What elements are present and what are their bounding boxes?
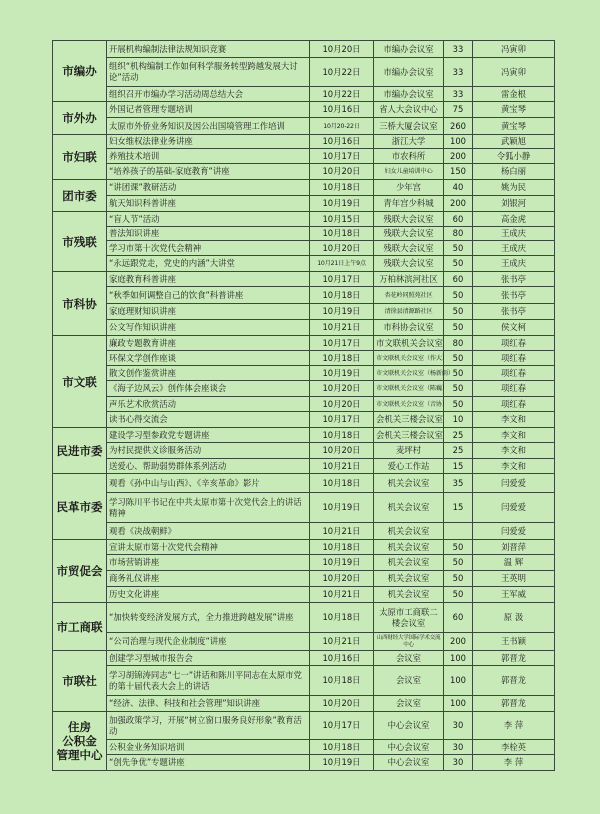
table-row xyxy=(53,459,555,474)
date-cell: 10月20日 xyxy=(310,397,374,412)
activity-cell: 普法知识讲座 xyxy=(107,227,310,241)
date-cell: 10月17日 xyxy=(310,149,374,164)
activity-cell: “讲团课”教研活动 xyxy=(107,180,310,196)
place-cell: 市文联机关会议室（音协） xyxy=(374,397,444,412)
place-cell: 中心会议室 xyxy=(374,740,444,755)
activity-cell: 商务礼仪讲座 xyxy=(107,571,310,587)
table-row xyxy=(53,149,555,164)
table-row xyxy=(53,633,555,651)
activity-cell: 航天知识科普讲座 xyxy=(107,196,310,212)
date-cell: 10月20日 xyxy=(310,571,374,587)
count-cell: 30 xyxy=(444,712,473,740)
person-cell: 郭晋龙 xyxy=(473,666,555,696)
activity-cell: 组织召开市编办学习活动周总结大会 xyxy=(107,87,310,102)
activity-cell: 养殖技术培训 xyxy=(107,149,310,164)
count-cell: 50 xyxy=(444,241,473,256)
count-cell xyxy=(444,523,473,540)
place-cell: 清徐县清源路社区 xyxy=(374,304,444,320)
table-row xyxy=(53,571,555,587)
activity-cell: 读书心得交流会 xyxy=(107,412,310,428)
person-cell: 闫爱爱 xyxy=(473,523,555,540)
activity-cell: 声乐艺术欣赏活动 xyxy=(107,397,310,412)
organization-cell: 市文联 xyxy=(53,336,107,428)
activity-cell: 太原市外侨业务知识及因公出国境管理工作培训 xyxy=(107,118,310,135)
place-cell: 机关会议室 xyxy=(374,555,444,571)
place-cell: 残联大会议室 xyxy=(374,227,444,241)
activity-cell: 《海子边风云》创作体会座谈会 xyxy=(107,381,310,397)
count-cell: 33 xyxy=(444,58,473,87)
activity-cell: “秋季如何调整自己的饮食”科普讲座 xyxy=(107,287,310,304)
place-cell: 会议室 xyxy=(374,651,444,666)
count-cell: 200 xyxy=(444,633,473,651)
place-cell: 杏花岭同照苑社区 xyxy=(374,287,444,304)
place-cell: 中心会议室 xyxy=(374,712,444,740)
table-row xyxy=(53,272,555,287)
table-row xyxy=(53,135,555,149)
date-cell: 10月18日 xyxy=(310,740,374,755)
table-row xyxy=(53,555,555,571)
table-row xyxy=(53,397,555,412)
activity-cell: 公积金业务知识培训 xyxy=(107,740,310,755)
count-cell: 50 xyxy=(444,304,473,320)
place-cell: 市文联机关会议室 xyxy=(374,336,444,351)
table-row xyxy=(53,666,555,696)
activity-cell: 观看《决战朝鲜》 xyxy=(107,523,310,540)
date-cell: 10月19日 xyxy=(310,493,374,523)
date-cell: 10月20-22日 xyxy=(310,118,374,135)
place-cell: 机关会议室 xyxy=(374,540,444,555)
table-row xyxy=(53,256,555,272)
place-cell: 市科协会议室 xyxy=(374,320,444,336)
table-row xyxy=(53,287,555,304)
place-cell: 市文联机关会议室（杨新雨） xyxy=(374,366,444,381)
count-cell: 50 xyxy=(444,555,473,571)
place-cell: 机关会议室 xyxy=(374,523,444,540)
place-cell: 残联大会议室 xyxy=(374,212,444,227)
date-cell: 10月18日 xyxy=(310,603,374,633)
table-row xyxy=(53,428,555,443)
person-cell: 郭晋龙 xyxy=(473,696,555,712)
count-cell: 30 xyxy=(444,755,473,771)
date-cell: 10月18日 xyxy=(310,428,374,443)
table-row xyxy=(53,212,555,227)
place-cell: 万柏林滨河社区 xyxy=(374,272,444,287)
activity-cell: “公司治理与现代企业制度”讲座 xyxy=(107,633,310,651)
count-cell: 10 xyxy=(444,412,473,428)
activity-cell: 组织“机构编制工作如何科学服务转型跨越发展大讨论”活动 xyxy=(107,58,310,87)
person-cell: 闫爱爱 xyxy=(473,474,555,493)
person-cell: 刘晋萍 xyxy=(473,540,555,555)
person-cell: 张书亭 xyxy=(473,287,555,304)
count-cell: 50 xyxy=(444,320,473,336)
activity-cell: “永远跟党走，党史的内涵”大讲堂 xyxy=(107,256,310,272)
activity-cell: 开展机构编制法律法规知识竞赛 xyxy=(107,41,310,58)
table-row xyxy=(53,696,555,712)
organization-cell: 市编办 xyxy=(53,41,107,102)
count-cell: 50 xyxy=(444,381,473,397)
table-row xyxy=(53,412,555,428)
place-cell: 会议室 xyxy=(374,696,444,712)
person-cell: 雷金根 xyxy=(473,87,555,102)
date-cell: 10月20日 xyxy=(310,696,374,712)
activity-cell: 家庭教育科普讲座 xyxy=(107,272,310,287)
table-row xyxy=(53,523,555,540)
date-cell: 10月17日 xyxy=(310,272,374,287)
table-row xyxy=(53,336,555,351)
place-cell: 机关会议室 xyxy=(374,493,444,523)
count-cell: 50 xyxy=(444,366,473,381)
table-row xyxy=(53,712,555,740)
table-row xyxy=(53,320,555,336)
count-cell: 60 xyxy=(444,272,473,287)
activity-cell: 公文写作知识讲座 xyxy=(107,320,310,336)
count-cell: 260 xyxy=(444,118,473,135)
count-cell: 50 xyxy=(444,256,473,272)
place-cell: 市文联机关会议室（作大） xyxy=(374,351,444,366)
date-cell: 10月20日 xyxy=(310,41,374,58)
organization-cell: 市残联 xyxy=(53,212,107,272)
person-cell: 原 汲 xyxy=(473,603,555,633)
table-row xyxy=(53,87,555,102)
table-row xyxy=(53,651,555,666)
table-row xyxy=(53,493,555,523)
table-row xyxy=(53,102,555,118)
place-cell: 中心会议室 xyxy=(374,755,444,771)
count-cell: 25 xyxy=(444,443,473,459)
person-cell: 李 萍 xyxy=(473,712,555,740)
count-cell: 33 xyxy=(444,41,473,58)
count-cell: 40 xyxy=(444,180,473,196)
activity-cell: 宣讲太原市第十次党代会精神 xyxy=(107,540,310,555)
activity-cell: 送爱心、帮助弱势群体系列活动 xyxy=(107,459,310,474)
activity-cell: 学习胡锦涛同志“七一”讲话和陈川平同志在太原市党的第十届代表大会上的讲话 xyxy=(107,666,310,696)
person-cell: 姚为民 xyxy=(473,180,555,196)
table-row xyxy=(53,366,555,381)
person-cell: 项红春 xyxy=(473,336,555,351)
count-cell: 80 xyxy=(444,336,473,351)
place-cell: 浙江大学 xyxy=(374,135,444,149)
place-cell: 市编办会议室 xyxy=(374,87,444,102)
person-cell: 令狐小静 xyxy=(473,149,555,164)
place-cell: 会机关三楼会议室 xyxy=(374,412,444,428)
count-cell: 15 xyxy=(444,459,473,474)
table-row xyxy=(53,755,555,771)
activity-cell: 为村民提供义诊服务活动 xyxy=(107,443,310,459)
date-cell: 10月16日 xyxy=(310,102,374,118)
place-cell: 市编办会议室 xyxy=(374,41,444,58)
table-row xyxy=(53,603,555,633)
count-cell: 50 xyxy=(444,287,473,304)
place-cell: 机关会议室 xyxy=(374,587,444,603)
count-cell: 35 xyxy=(444,474,473,493)
count-cell: 50 xyxy=(444,351,473,366)
place-cell: 会议室 xyxy=(374,666,444,696)
date-cell: 10月16日 xyxy=(310,135,374,149)
activity-cell: 家庭理财知识讲座 xyxy=(107,304,310,320)
date-cell: 10月20日 xyxy=(310,443,374,459)
place-cell: 残联大会议室 xyxy=(374,241,444,256)
activity-cell: 历史文化讲座 xyxy=(107,587,310,603)
date-cell: 10月19日 xyxy=(310,755,374,771)
date-cell: 10月19日 xyxy=(310,304,374,320)
person-cell: 王成庆 xyxy=(473,227,555,241)
person-cell: 张书亭 xyxy=(473,304,555,320)
date-cell: 10月18日 xyxy=(310,474,374,493)
activity-cell: “培养孩子的基础-家庭教育”讲座 xyxy=(107,164,310,180)
table-row xyxy=(53,227,555,241)
date-cell: 10月15日 xyxy=(310,212,374,227)
count-cell: 200 xyxy=(444,196,473,212)
organization-cell: 市外办 xyxy=(53,102,107,135)
count-cell: 75 xyxy=(444,102,473,118)
place-cell: 市文联机关会议室（陈巍） xyxy=(374,381,444,397)
organization-cell: 团市委 xyxy=(53,180,107,212)
person-cell: 李文和 xyxy=(473,412,555,428)
count-cell: 150 xyxy=(444,164,473,180)
date-cell: 10月18日 xyxy=(310,287,374,304)
date-cell: 10月18日 xyxy=(310,666,374,696)
person-cell: 黄宝琴 xyxy=(473,118,555,135)
activity-schedule-table xyxy=(52,40,555,771)
table-row xyxy=(53,241,555,256)
count-cell: 25 xyxy=(444,428,473,443)
table-row xyxy=(53,180,555,196)
table-row xyxy=(53,443,555,459)
person-cell: 项红春 xyxy=(473,381,555,397)
table-row xyxy=(53,740,555,755)
person-cell: 刘银河 xyxy=(473,196,555,212)
place-cell: 市编办会议室 xyxy=(374,58,444,87)
person-cell: 王成庆 xyxy=(473,241,555,256)
count-cell: 50 xyxy=(444,397,473,412)
date-cell: 10月21日 xyxy=(310,587,374,603)
organization-cell: 民进市委 xyxy=(53,428,107,474)
activity-cell: 妇女维权法律业务讲座 xyxy=(107,135,310,149)
date-cell: 10月18日 xyxy=(310,227,374,241)
person-cell: 郭晋龙 xyxy=(473,651,555,666)
date-cell: 10月17日 xyxy=(310,712,374,740)
organization-cell: 市科协 xyxy=(53,272,107,336)
table-row xyxy=(53,58,555,87)
person-cell: 李文和 xyxy=(473,428,555,443)
table-row xyxy=(53,474,555,493)
person-cell: 王军威 xyxy=(473,587,555,603)
date-cell: 10月18日 xyxy=(310,351,374,366)
date-cell: 10月22日 xyxy=(310,87,374,102)
date-cell: 10月18日 xyxy=(310,180,374,196)
count-cell: 15 xyxy=(444,493,473,523)
count-cell: 100 xyxy=(444,651,473,666)
person-cell: 李文和 xyxy=(473,459,555,474)
place-cell: 机关会议室 xyxy=(374,571,444,587)
person-cell: 张书亭 xyxy=(473,272,555,287)
place-cell: 会机关三楼会议室 xyxy=(374,428,444,443)
place-cell: 三桥大厦会议室 xyxy=(374,118,444,135)
count-cell: 100 xyxy=(444,696,473,712)
place-cell: 青年宫少科城 xyxy=(374,196,444,212)
date-cell: 10月20日 xyxy=(310,241,374,256)
person-cell: 侯文柯 xyxy=(473,320,555,336)
count-cell: 60 xyxy=(444,603,473,633)
table-row xyxy=(53,381,555,397)
count-cell: 100 xyxy=(444,135,473,149)
person-cell: 王英明 xyxy=(473,571,555,587)
date-cell: 10月21日 xyxy=(310,633,374,651)
table-row xyxy=(53,304,555,320)
person-cell: 冯寅卯 xyxy=(473,41,555,58)
table-row xyxy=(53,540,555,555)
count-cell: 80 xyxy=(444,227,473,241)
place-cell: 少年宫 xyxy=(374,180,444,196)
activity-cell: 观看《孙中山与山西》、《辛亥革命》影片 xyxy=(107,474,310,493)
count-cell: 30 xyxy=(444,740,473,755)
place-cell: 残联大会议室 xyxy=(374,256,444,272)
date-cell: 10月20日 xyxy=(310,164,374,180)
person-cell: 李 萍 xyxy=(473,755,555,771)
person-cell: 温 辉 xyxy=(473,555,555,571)
table-row xyxy=(53,196,555,212)
date-cell: 10月19日 xyxy=(310,366,374,381)
count-cell: 33 xyxy=(444,87,473,102)
table-row xyxy=(53,587,555,603)
person-cell: 闫爱爱 xyxy=(473,493,555,523)
place-cell: 市农科所 xyxy=(374,149,444,164)
person-cell: 李栓英 xyxy=(473,740,555,755)
table-row xyxy=(53,164,555,180)
date-cell: 10月21日 xyxy=(310,523,374,540)
person-cell: 项红春 xyxy=(473,366,555,381)
date-cell: 10月17日 xyxy=(310,336,374,351)
activity-cell: 廉政专题教育讲座 xyxy=(107,336,310,351)
person-cell: 李文和 xyxy=(473,443,555,459)
date-cell: 10月21日上午9点 xyxy=(310,256,374,272)
activity-cell: “加快转变经济发展方式，全力推进跨越发展”讲座 xyxy=(107,603,310,633)
person-cell: 黄宝琴 xyxy=(473,102,555,118)
person-cell: 冯寅卯 xyxy=(473,58,555,87)
count-cell: 60 xyxy=(444,212,473,227)
organization-cell: 市联社 xyxy=(53,651,107,712)
person-cell: 项红春 xyxy=(473,351,555,366)
activity-cell: 学习陈川平书记在中共太原市第十次党代会上的讲话精神 xyxy=(107,493,310,523)
place-cell: 麦坪村 xyxy=(374,443,444,459)
activity-cell: “盲人节”活动 xyxy=(107,212,310,227)
activity-cell: 加强政策学习，开展“树立窗口服务良好形象”教育活动 xyxy=(107,712,310,740)
person-cell: 高金虎 xyxy=(473,212,555,227)
date-cell: 10月21日 xyxy=(310,459,374,474)
person-cell: 王成庆 xyxy=(473,256,555,272)
count-cell: 50 xyxy=(444,571,473,587)
person-cell: 武颖旭 xyxy=(473,135,555,149)
date-cell: 10月17日 xyxy=(310,412,374,428)
activity-cell: 外国记者管理专题培训 xyxy=(107,102,310,118)
date-cell: 10月20日 xyxy=(310,381,374,397)
count-cell: 50 xyxy=(444,540,473,555)
place-cell: 山西财经大学国际学术交流中心 xyxy=(374,633,444,651)
activity-cell: 环保文学创作座谈 xyxy=(107,351,310,366)
organization-cell: 民革市委 xyxy=(53,474,107,540)
date-cell: 10月16日 xyxy=(310,651,374,666)
activity-cell: 学习市第十次党代会精神 xyxy=(107,241,310,256)
table-row xyxy=(53,351,555,366)
activity-cell: 市场营销讲座 xyxy=(107,555,310,571)
activity-cell: 建设学习型参政党专题讲座 xyxy=(107,428,310,443)
activity-cell: 创建学习型城市报告会 xyxy=(107,651,310,666)
organization-cell: 市贸促会 xyxy=(53,540,107,603)
date-cell: 10月19日 xyxy=(310,555,374,571)
count-cell: 100 xyxy=(444,666,473,696)
activity-cell: “经济、法律、科技和社会管理”知识讲座 xyxy=(107,696,310,712)
organization-cell: 市妇联 xyxy=(53,135,107,180)
count-cell: 50 xyxy=(444,587,473,603)
place-cell: 太原市工商联二楼会议室 xyxy=(374,603,444,633)
table-row xyxy=(53,118,555,135)
person-cell: 王书颖 xyxy=(473,633,555,651)
count-cell: 200 xyxy=(444,149,473,164)
place-cell: 爱心工作站 xyxy=(374,459,444,474)
place-cell: 妇女儿童培训中心 xyxy=(374,164,444,180)
organization-cell: 住房 公积金 管理中心 xyxy=(53,712,107,771)
person-cell: 杨白丽 xyxy=(473,164,555,180)
date-cell: 10月21日 xyxy=(310,320,374,336)
date-cell: 10月22日 xyxy=(310,58,374,87)
place-cell: 机关会议室 xyxy=(374,474,444,493)
place-cell: 省人大会议中心 xyxy=(374,102,444,118)
date-cell: 10月19日 xyxy=(310,196,374,212)
date-cell: 10月18日 xyxy=(310,540,374,555)
activity-cell: 散文创作鉴赏讲座 xyxy=(107,366,310,381)
organization-cell: 市工商联 xyxy=(53,603,107,651)
table-row xyxy=(53,41,555,58)
activity-cell: “创先争优”专题讲座 xyxy=(107,755,310,771)
person-cell: 项红春 xyxy=(473,397,555,412)
